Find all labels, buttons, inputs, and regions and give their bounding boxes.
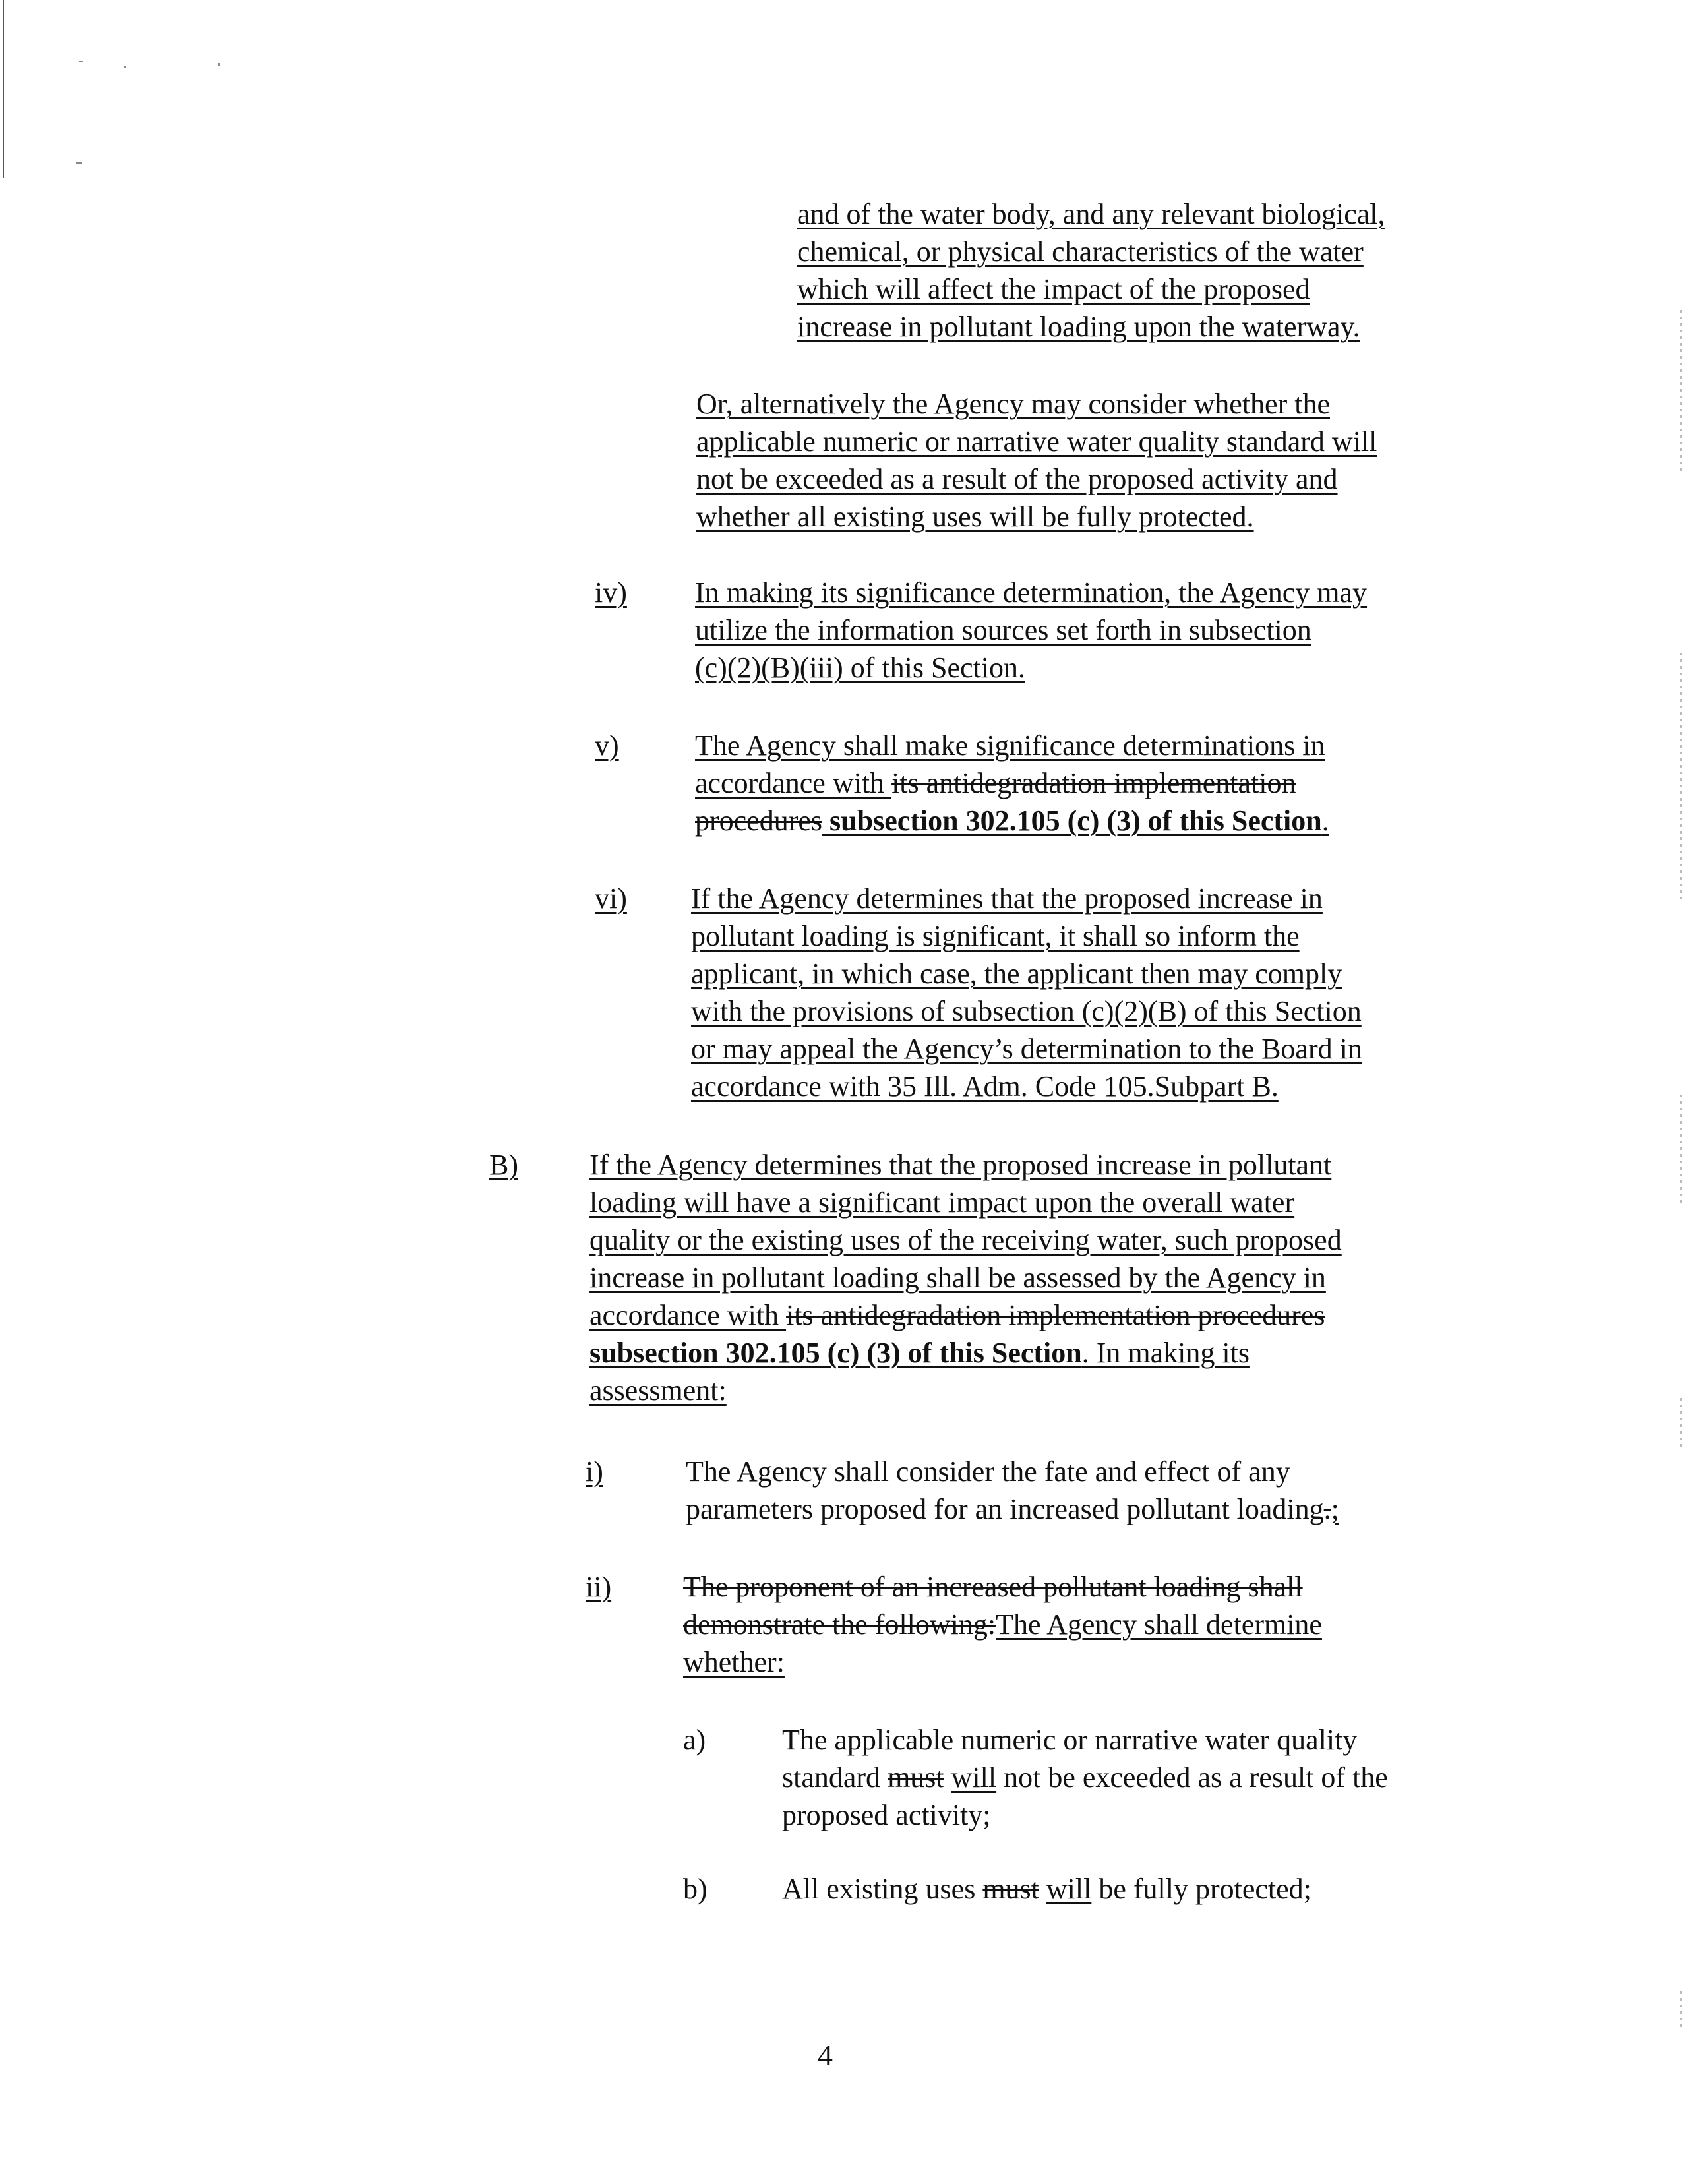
paragraph-line [695, 802, 1658, 839]
inserted-text: The Agency shall determine [996, 1608, 1322, 1641]
paragraph-line: or may appeal the Agency’s determination to the Board in [691, 1033, 1362, 1065]
paragraph-line: with the provisions of subsection (c)(2)(B) of this Section [691, 995, 1362, 1027]
text-run: standard [782, 1761, 888, 1794]
item-b-text [782, 1870, 1652, 1908]
scan-edge-marks [1680, 1095, 1682, 1207]
scan-edge-marks [1680, 310, 1682, 475]
inserted-text: will [951, 1761, 997, 1794]
paragraph-line: pollutant loading is significant, it shall so inform the [691, 920, 1300, 952]
paragraph-line: Or, alternatively the Agency may consider whether the [696, 388, 1330, 420]
inserted-text: will [1046, 1873, 1092, 1905]
item-B-ii-text [683, 1568, 1646, 1681]
item-vi-text [691, 880, 1660, 1105]
item-B-i-text [686, 1453, 1648, 1528]
paragraph-line: If the Agency determines that the proposed increase in [691, 882, 1323, 915]
paragraph-line: The Agency shall make significance determinations in [695, 729, 1325, 762]
paragraph-line: which will affect the impact of the proposed [797, 273, 1310, 305]
paragraph-line: applicable numeric or narrative water quality standard will [696, 425, 1377, 458]
paragraph-line [695, 764, 1658, 802]
item-v-text [695, 727, 1658, 839]
inserted-bold-text: subsection 302.105 (c) (3) of this Section [822, 804, 1322, 837]
paragraph-line: accordance with 35 Ill. Adm. Code 105.Subpart B. [691, 1070, 1279, 1103]
deleted-text: must [982, 1873, 1039, 1905]
text-run: accordance with [695, 767, 892, 799]
inserted-text: ; [1331, 1493, 1339, 1525]
scan-speck [79, 61, 83, 62]
scan-speck [76, 162, 82, 164]
paragraph-line: assessment: [589, 1374, 727, 1407]
deleted-text: its antidegradation implementation [891, 767, 1296, 799]
paragraph-line [589, 1334, 1658, 1372]
item-label-b: b) [683, 1873, 708, 1905]
paragraph-line: utilize the information sources set forth in subsection [695, 614, 1311, 646]
scan-edge-marks [1680, 653, 1682, 903]
paragraph-line: quality or the existing uses of the receiving water, such proposed [589, 1224, 1342, 1256]
item-label-B-ii: ii) [586, 1571, 612, 1603]
paragraph-line: (c)(2)(B)(iii) of this Section. [695, 652, 1025, 684]
alternative-paragraph [696, 385, 1659, 535]
paragraph-line: increase in pollutant loading shall be assessed by the Agency in [589, 1261, 1326, 1294]
paragraph-line: If the Agency determines that the proposed increase in pollutant [589, 1149, 1332, 1181]
paragraph-line: The applicable numeric or narrative water quality [782, 1724, 1358, 1756]
paragraph-line [782, 1759, 1652, 1796]
paragraph-line [782, 1870, 1652, 1908]
item-label-iv: iv) [595, 576, 627, 609]
continuation-paragraph [797, 195, 1654, 346]
deleted-text: must [888, 1761, 944, 1794]
paragraph-line: In making its significance determination, the Agency may [695, 576, 1368, 609]
paragraph-line: and of the water body, and any relevant biological, [797, 198, 1385, 230]
item-a-text [782, 1721, 1652, 1834]
scan-margin-line [3, 0, 4, 178]
text-run: not be exceeded as a result of the [996, 1761, 1388, 1794]
deleted-line: The proponent of an increased pollutant loading shall [683, 1571, 1303, 1603]
item-label-B-i: i) [586, 1455, 603, 1488]
paragraph-line: whether all existing uses will be fully protected. [696, 501, 1254, 533]
paragraph-line: not be exceeded as a result of the proposed activity and [696, 463, 1338, 495]
scan-edge-marks [1680, 1991, 1682, 2031]
text-run: . [1321, 804, 1329, 837]
paragraph-line [589, 1296, 1658, 1334]
paragraph-line: proposed activity; [782, 1799, 991, 1831]
item-label-v: v) [595, 729, 619, 762]
deleted-text: its antidegradation implementation procedures [786, 1299, 1325, 1331]
text-run: be fully protected; [1091, 1873, 1311, 1905]
item-label-a: a) [683, 1724, 706, 1756]
text-run: accordance with [589, 1299, 787, 1331]
text-run: . In making its [1081, 1337, 1250, 1369]
item-iv-text [695, 574, 1658, 686]
paragraph-line [683, 1606, 1646, 1643]
item-B-text [589, 1146, 1658, 1409]
paragraph-line: applicant, in which case, the applicant then may comply [691, 957, 1342, 990]
paragraph-line: increase in pollutant loading upon the waterway. [797, 311, 1360, 343]
scan-speck [124, 66, 126, 68]
paragraph-line [686, 1490, 1648, 1528]
scan-edge-marks [1680, 1398, 1682, 1451]
deleted-text: . [1323, 1493, 1331, 1525]
paragraph-line: loading will have a significant impact upon the overall water [589, 1186, 1295, 1219]
paragraph-line: The Agency shall consider the fate and effect of any [686, 1455, 1290, 1488]
paragraph-line: whether: [683, 1646, 785, 1678]
deleted-text: demonstrate the following: [683, 1608, 996, 1641]
text-run: All existing uses [782, 1873, 983, 1905]
paragraph-line: chemical, or physical characteristics of the water [797, 235, 1364, 268]
text-run: parameters proposed for an increased pollutant loading [686, 1493, 1324, 1525]
deleted-text: procedures [695, 804, 823, 837]
item-label-B: B) [489, 1149, 518, 1181]
page-number: 4 [818, 2038, 833, 2072]
inserted-bold-text: subsection 302.105 (c) (3) of this Section [589, 1337, 1082, 1369]
scan-speck [218, 63, 220, 66]
item-label-vi: vi) [595, 882, 627, 915]
